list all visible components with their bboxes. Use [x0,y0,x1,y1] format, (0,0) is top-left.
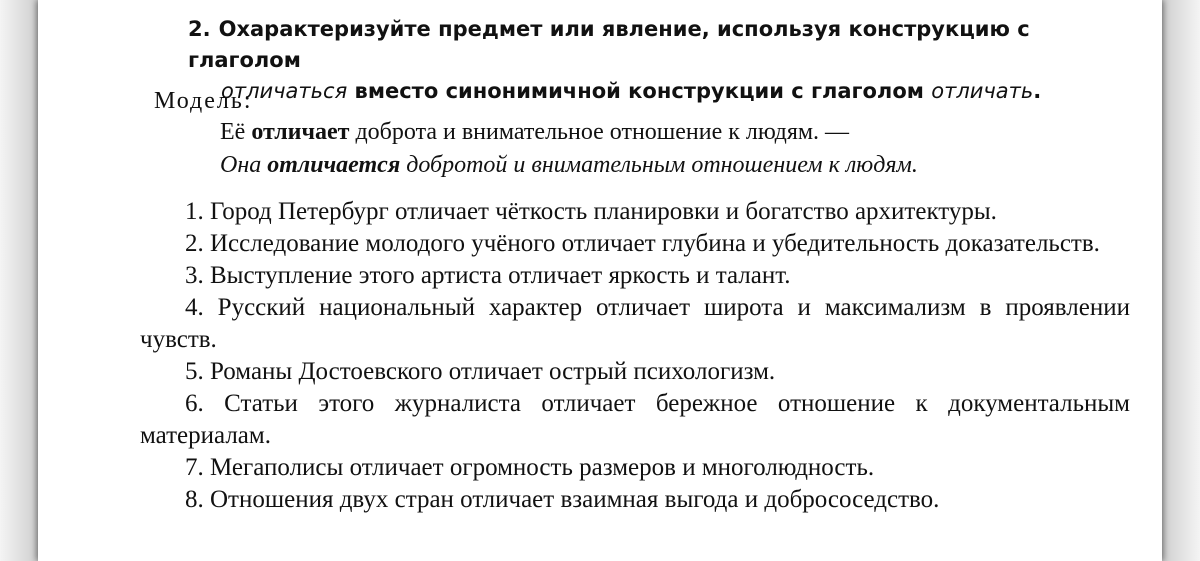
model-line-1 [220,116,918,149]
model-line-2-end: добротой и внимательным отношением к людям. [400,152,918,178]
exercise-item-5: 5. Романы Достоевского отличает острый психологизм. [185,358,776,385]
model-line-1-start: Её [220,119,252,145]
task-verb-otlichat: отличать [931,79,1034,103]
task-end: . [1033,79,1042,103]
exercise-item-8: 8. Отношения двух стран отличает взаимная выгода и добрососедство. [185,486,940,513]
exercise-item-7: 7. Мегаполисы отличает огромность размеров и многолюдность. [185,454,875,481]
model-line-2-verb: отличается [267,152,401,178]
exercise-item-6: 6. Статьи этого журналиста отличает бережное отношение к документальным материалам. [140,390,1130,449]
task-verb-otlichatsya: отличаться [221,79,348,103]
task-heading [188,14,1138,107]
exercise-list [140,196,1130,516]
exercise-item-3: 3. Выступление этого артиста отличает яркость и талант. [185,262,791,289]
model-label: Модель: [154,88,253,114]
task-instruction-mid: вместо синонимичной конструкции с глаголом [347,79,932,103]
model-line-2 [220,149,918,182]
right-margin-shadow [1162,0,1200,561]
exercise-item-4: 4. Русский национальный характер отличает широта и максимализм в проявлении чувств. [140,294,1130,353]
exercise-item-2: 2. Исследование молодого учёного отличает глубина и убедительность доказательств. [185,230,1100,257]
exercise-item-1: 1. Город Петербург отличает чёткость планировки и богатство архитектуры. [185,198,997,225]
book-page [38,0,1162,561]
task-instruction: Охарактеризуйте предмет или явление, используя конструкцию с глаголом [188,17,1030,72]
model-example [220,116,918,182]
task-number: 2. [188,17,211,41]
task-line-1 [188,14,1138,76]
task-line-2 [188,76,1138,107]
left-margin-shadow [0,0,38,561]
model-line-1-end: доброта и внимательное отношение к людям. — [349,119,850,145]
model-line-2-start: Она [220,152,268,178]
model-line-1-verb: отличает [251,119,350,145]
